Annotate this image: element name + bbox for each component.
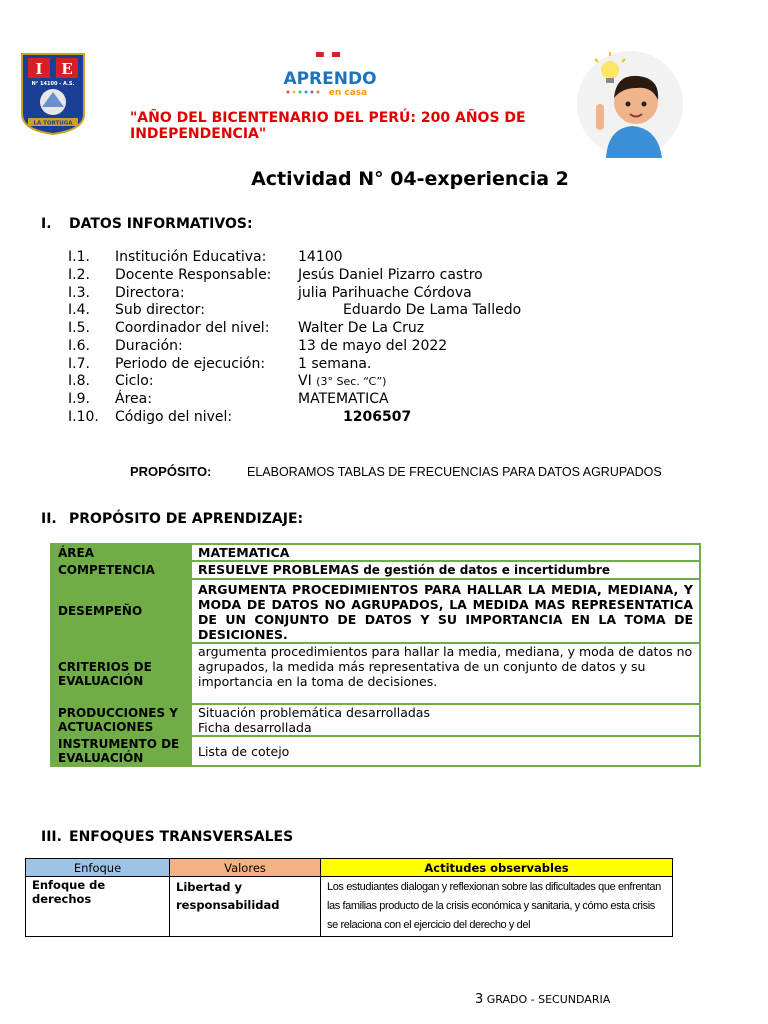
instrumento-value: Lista de cotejo	[191, 736, 700, 766]
page-title: Actividad N° 04-experiencia 2	[251, 168, 569, 190]
info-value: Eduardo De Lama Talledo	[343, 302, 522, 318]
info-label: Código del nivel:	[115, 409, 233, 425]
info-value: MATEMATICA	[298, 391, 389, 407]
table-row-criterios	[51, 643, 700, 704]
info-value	[298, 373, 386, 389]
info-number: I.4.	[68, 302, 90, 318]
boy-lightbulb-illustration	[576, 50, 684, 158]
table-row	[26, 877, 673, 937]
svg-text:I: I	[35, 60, 43, 78]
section-2-heading	[41, 511, 303, 527]
footer-grade-number: 3	[475, 992, 484, 1007]
info-label: Institución Educativa:	[115, 249, 267, 265]
competencia-value	[191, 561, 700, 579]
footer-grade-text: GRADO - SECUNDARIA	[486, 993, 611, 1006]
info-label: Ciclo:	[115, 373, 154, 389]
criterios-label: CRITERIOS DE EVALUACIÓN	[51, 643, 191, 704]
header-actitudes: Actitudes observables	[321, 859, 673, 877]
info-number: I.1.	[68, 249, 90, 265]
info-number: I.8.	[68, 373, 90, 389]
section-3-number: III.	[41, 829, 62, 845]
table-row-producciones	[51, 704, 700, 736]
info-label: Coordinador del nivel:	[115, 320, 270, 336]
section-3-title: ENFOQUES TRANSVERSALES	[69, 829, 294, 845]
header-enfoque: Enfoque	[26, 859, 170, 877]
learning-purpose-table	[50, 543, 701, 767]
info-number: I.6.	[68, 338, 90, 354]
table-row-area	[51, 544, 700, 561]
info-number: I.7.	[68, 356, 90, 372]
instrumento-label: INSTRUMENTO DE EVALUACIÓN	[51, 736, 191, 766]
info-number: I.5.	[68, 320, 90, 336]
enfoques-table	[25, 858, 673, 937]
table-row-desempeno	[51, 579, 700, 643]
producciones-line-1: Situación problemática desarrolladas	[198, 705, 430, 720]
section-3-heading	[41, 829, 293, 845]
info-value: julia Parihuache Córdova	[298, 285, 472, 301]
ciclo-value: VI	[298, 373, 312, 389]
info-number: I.10.	[68, 409, 99, 425]
enfoques-header-row	[26, 859, 673, 877]
info-value: Walter De La Cruz	[298, 320, 425, 336]
info-label: Docente Responsable:	[115, 267, 272, 283]
svg-text:N° 14100 - A.S.: N° 14100 - A.S.	[31, 81, 75, 87]
producciones-value	[191, 704, 700, 736]
desempeno-value: ARGUMENTA PROCEDIMIENTOS PARA HALLAR LA MEDIA, MEDIANA, Y MODA DE DATOS NO AGRUPADOS, LA MEDIDA MAS REPRESENTATICA DE UN CONJUNTO DE DATOS Y SU IMPORTANCIA EN LA TOMA DE DESICIONES.	[191, 579, 700, 643]
proposito-text: ELABORAMOS TABLAS DE FRECUENCIAS PARA DATOS AGRUPADOS	[247, 465, 662, 479]
svg-text:APRENDO: APRENDO	[283, 69, 377, 89]
section-1-heading	[41, 216, 253, 232]
info-value: 13 de mayo del 2022	[298, 338, 448, 354]
info-number: I.2.	[68, 267, 90, 283]
year-slogan: "AÑO DEL BICENTENARIO DEL PERÚ: 200 AÑOS DE INDEPENDENCIA"	[130, 110, 526, 142]
proposito-label: PROPÓSITO:	[130, 464, 212, 479]
criterios-value: argumenta procedimientos para hallar la media, mediana, y moda de datos no agrupados, la medida más representativa de un conjunto de datos y su importancia en la toma de decisiones.	[191, 643, 700, 704]
footer-grade	[475, 992, 610, 1007]
info-label: Periodo de ejecución:	[115, 356, 266, 372]
table-row-competencia	[51, 561, 700, 579]
ciclo-note: (3° Sec. “C”)	[316, 375, 387, 388]
section-2-number: II.	[41, 511, 57, 527]
section-2-title: PROPÓSITO DE APRENDIZAJE:	[69, 511, 304, 527]
section-1-title: DATOS INFORMATIVOS:	[69, 216, 253, 232]
info-value: 14100	[298, 249, 343, 265]
info-label: Duración:	[115, 338, 183, 354]
svg-text:LA TORTUGA: LA TORTUGA	[33, 120, 73, 127]
school-logo	[20, 52, 86, 136]
info-value: Jesús Daniel Pizarro castro	[298, 267, 483, 283]
competencia-bold: RESUELVE PROBLEMAS	[198, 562, 360, 577]
valores-cell: Libertad y responsabilidad	[170, 877, 321, 937]
enfoque-cell: Enfoque de derechos	[26, 877, 170, 937]
info-label: Área:	[115, 391, 152, 407]
info-value: 1206507	[343, 409, 412, 425]
competencia-label: COMPETENCIA	[51, 561, 191, 579]
info-number: I.3.	[68, 285, 90, 301]
section-1-number: I.	[41, 216, 52, 232]
producciones-label: PRODUCCIONES Y ACTUACIONES	[51, 704, 191, 736]
info-label: Sub director:	[115, 302, 205, 318]
aprendo-en-casa-logo	[270, 52, 390, 100]
actitudes-cell: Los estudiantes dialogan y reflexionan sobre las dificultades que enfrentan las familias producto de la crisis económica y sanitaria, y cómo esta crisis se relaciona con el ejercicio del derecho y del	[321, 877, 673, 937]
svg-text:E: E	[61, 60, 73, 78]
info-label: Directora:	[115, 285, 185, 301]
area-value: MATEMATICA	[191, 544, 700, 561]
desempeno-label: DESEMPEÑO	[51, 579, 191, 643]
info-value: 1 semana.	[298, 356, 372, 372]
area-label: ÁREA	[51, 544, 191, 561]
info-number: I.9.	[68, 391, 90, 407]
producciones-line-2: Ficha desarrollada	[198, 720, 312, 735]
svg-text:en casa: en casa	[328, 88, 368, 98]
competencia-rest: de gestión de datos e incertidumbre	[363, 563, 610, 577]
table-row-instrumento	[51, 736, 700, 766]
header-valores: Valores	[170, 859, 321, 877]
